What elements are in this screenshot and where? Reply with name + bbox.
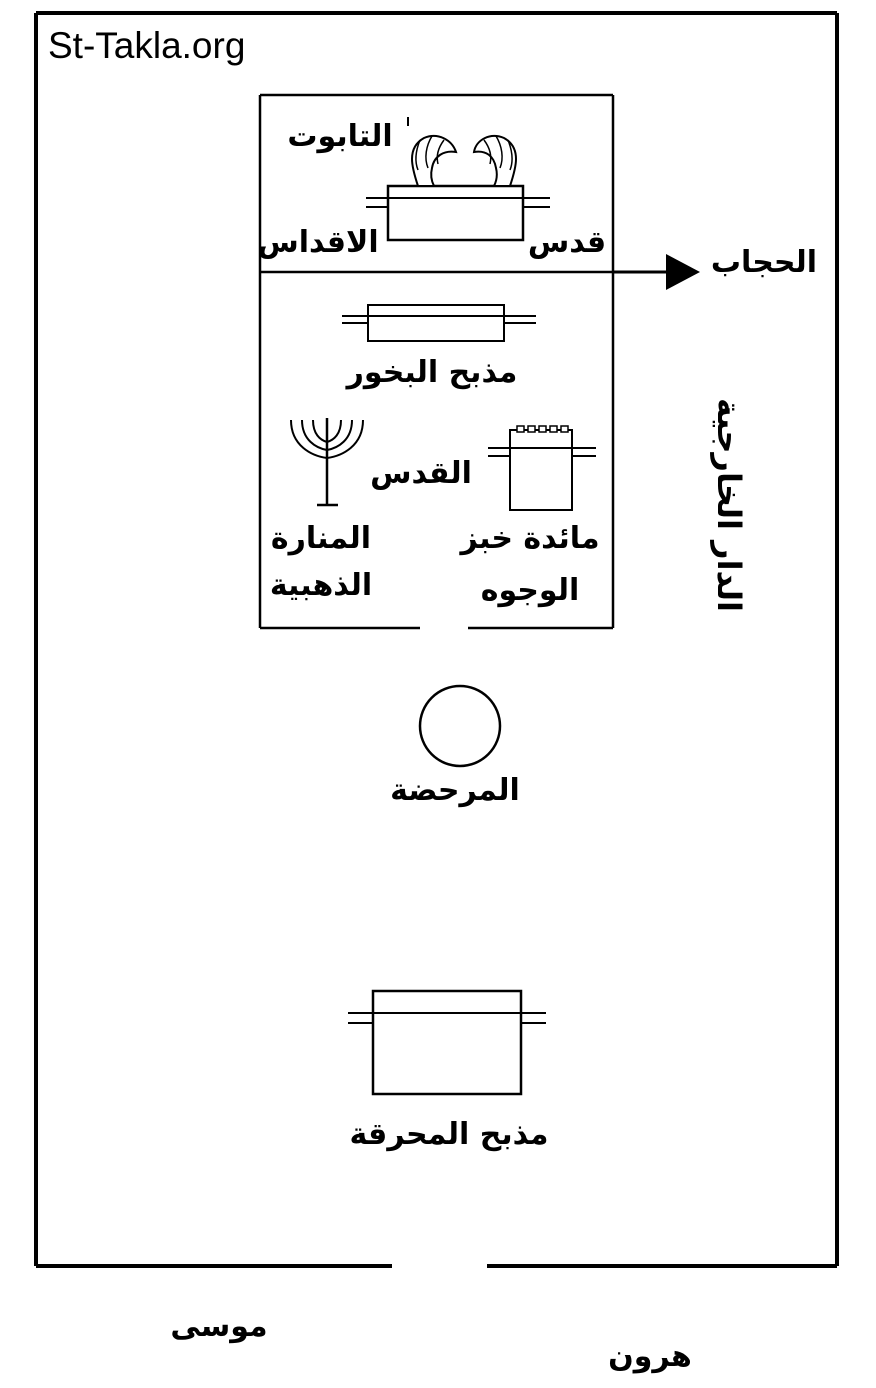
showbread-table-label-line1: مائدة خبز	[460, 521, 600, 556]
burnt-offering-altar-label: مذبح المحرقة	[349, 1117, 549, 1152]
laver-icon	[420, 686, 500, 766]
lampstand-icon	[291, 418, 363, 505]
incense-altar-label: مذبح البخور	[346, 355, 518, 390]
laver-label: المرحضة	[390, 773, 520, 808]
ark-icon	[366, 117, 550, 240]
aaron-label: هرون	[608, 1339, 692, 1374]
holy-of-holies-label-left: الاقداس	[257, 225, 379, 260]
incense-altar-icon	[342, 305, 536, 341]
site-watermark: St-Takla.org	[48, 25, 246, 66]
veil-arrow	[613, 254, 700, 290]
outer-court-label: الدار الخارجية	[710, 397, 748, 613]
moses-label: موسى	[170, 1309, 268, 1344]
burnt-offering-altar-icon	[348, 991, 546, 1094]
lampstand-label-line1: المنارة	[270, 521, 372, 556]
lampstand-label-line2: الذهبية	[269, 568, 373, 603]
ark-label: التابوت	[287, 119, 393, 154]
showbread-table-icon	[488, 426, 596, 510]
veil-label: الحجاب	[710, 245, 818, 280]
showbread-table-label-line2: الوجوه	[480, 573, 580, 608]
holy-of-holies-label-right: قدس	[527, 225, 607, 260]
holy-place-label: القدس	[370, 456, 472, 491]
